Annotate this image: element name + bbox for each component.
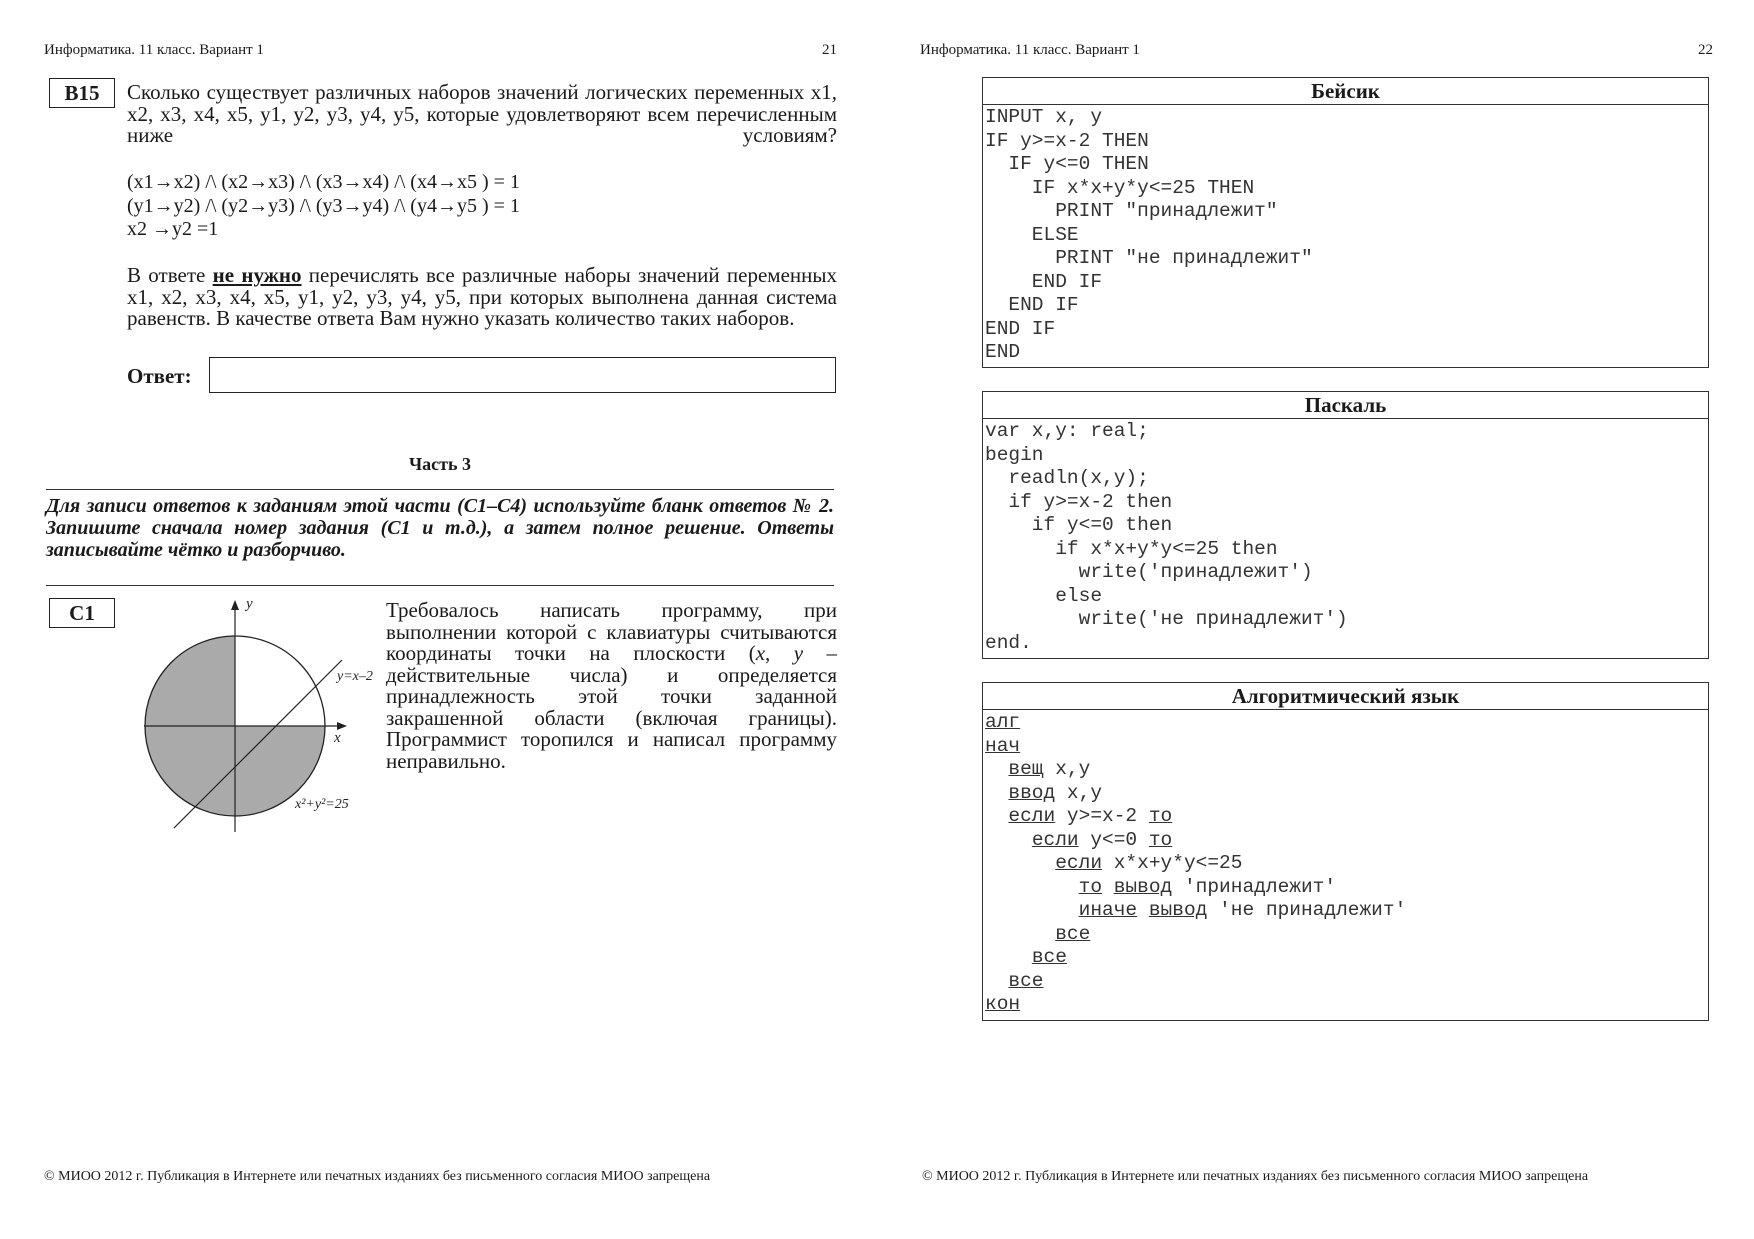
- algo-keyword: если: [1008, 805, 1056, 827]
- algo-keyword: вывод: [1148, 899, 1208, 921]
- basic-code-line: END: [985, 341, 1021, 363]
- divider-bottom: [46, 585, 834, 586]
- b15-equations: [127, 171, 827, 242]
- basic-code-line: IF y>=x-2 THEN: [985, 129, 1149, 152]
- pascal-code: [983, 419, 1708, 655]
- c1-text: [386, 600, 837, 772]
- algo-code-line: [985, 829, 1708, 853]
- algo-text: x*x+y*y<=25: [1102, 852, 1243, 874]
- algo-text: 'принадлежит': [1172, 875, 1337, 898]
- c1-text-part2: – действительные числа) и определяется принадлежность этой точки заданной закрашенной области (включая границы). Программист торопился и написал программу неправильно.: [386, 641, 838, 773]
- algo-code-line: [985, 970, 1708, 994]
- pascal-code-line: end.: [985, 631, 1032, 654]
- algo-keyword: если: [1055, 852, 1103, 874]
- y-axis-arrow: [231, 600, 239, 610]
- basic-title: Бейсик: [983, 78, 1708, 105]
- algo-code-line: [985, 946, 1708, 970]
- algo-text: x,y: [1055, 781, 1103, 804]
- pascal-code-box: [982, 391, 1709, 659]
- algo-code-line: [985, 993, 1708, 1017]
- algo-text: [985, 829, 1032, 851]
- pascal-code-line: begin: [985, 443, 1044, 466]
- algo-text: [985, 899, 1079, 921]
- b15-question: [127, 82, 837, 147]
- algo-code: [983, 710, 1708, 1017]
- c1-text-sep: ,: [765, 641, 794, 665]
- algo-code-line: [985, 876, 1708, 900]
- x-axis-arrow: [337, 722, 347, 730]
- b15-note: [127, 265, 837, 330]
- algo-text: [985, 758, 1008, 780]
- task-label-b15: B15: [49, 78, 115, 108]
- algo-keyword: то: [1148, 828, 1173, 851]
- basic-code-line: END IF: [985, 317, 1056, 340]
- left-page-number: 21: [822, 42, 837, 58]
- basic-code-line: END IF: [985, 294, 1079, 316]
- c1-text-x: x: [755, 641, 766, 665]
- basic-code: [983, 105, 1708, 365]
- algo-code-line: [985, 735, 1708, 759]
- algo-keyword: если: [1031, 828, 1079, 851]
- c1-figure: [120, 590, 380, 840]
- algo-text: [985, 852, 1055, 874]
- algo-keyword: кон: [985, 993, 1021, 1015]
- algo-keyword: все: [1008, 969, 1044, 992]
- left-header-title: Информатика. 11 класс. Вариант 1: [44, 42, 264, 58]
- algo-text: [985, 782, 1008, 804]
- algo-keyword: ввод: [1008, 781, 1056, 804]
- algo-keyword: иначе: [1078, 899, 1138, 921]
- pascal-code-line: if y>=x-2 then: [985, 490, 1173, 513]
- algo-title: Алгоритмический язык: [983, 683, 1708, 710]
- algo-code-box: [982, 682, 1709, 1021]
- b15-note-prefix: В ответе: [127, 263, 213, 287]
- algo-keyword: то: [1148, 805, 1173, 827]
- right-footer: © МИОО 2012 г. Публикация в Интернете или печатных изданиях без письменного согласия МИОО запрещена: [922, 1169, 1589, 1184]
- algo-text: x,y: [1043, 758, 1091, 780]
- pascal-code-line: readln(x,y);: [985, 467, 1149, 489]
- algo-keyword: алг: [985, 711, 1021, 733]
- algo-code-line: [985, 805, 1708, 829]
- pascal-code-line: write('не принадлежит'): [985, 608, 1348, 630]
- algo-text: [985, 946, 1032, 968]
- algo-text: [985, 876, 1079, 898]
- part3-instructions: Для записи ответов к заданиям этой части (C1–C4) используйте бланк ответов № 2. Запишите сначала номер задания (C1 и т.д.), а затем полное решение. Ответы записывайте чётко и разборчиво.: [46, 495, 834, 561]
- algo-code-line: [985, 711, 1708, 735]
- algo-code-line: [985, 923, 1708, 947]
- algo-text: [985, 923, 1055, 945]
- pascal-title: Паскаль: [983, 392, 1708, 419]
- algo-text: [985, 970, 1008, 992]
- algo-code-line: [985, 899, 1708, 923]
- algo-text: y>=x-2: [1055, 805, 1149, 827]
- b15-equation-3: x2 →y2 =1: [127, 218, 219, 240]
- algo-code-line: [985, 782, 1708, 806]
- pascal-code-line: write('принадлежит'): [985, 561, 1313, 583]
- axis-x-label: x: [334, 730, 341, 746]
- b15-equation-2: (y1→y2) /\ (y2→y3) /\ (y3→y4) /\ (y4→y5 ) = 1: [127, 194, 520, 217]
- axis-y-label: y: [246, 596, 253, 612]
- basic-code-box: [982, 77, 1709, 368]
- algo-keyword: то: [1078, 875, 1103, 898]
- algo-keyword: все: [1031, 946, 1067, 968]
- task-label-c1: C1: [49, 598, 115, 628]
- divider-top: [46, 489, 834, 490]
- b15-note-emphasis: не нужно: [212, 263, 302, 287]
- algo-keyword: вывод: [1113, 875, 1173, 898]
- b15-question-text: Сколько существует различных наборов значений логических переменных x1, x2, x3, x4, x5, y1, y2, y3, y4, y5, которые удовлетворяют всем перечисленным ниже условиям?: [127, 80, 837, 147]
- pascal-code-line: else: [985, 584, 1103, 607]
- left-footer: © МИОО 2012 г. Публикация в Интернете или печатных изданиях без письменного согласия МИОО запрещена: [44, 1169, 711, 1184]
- c1-text-part1: Требовалось написать программу, при выполнении которой с клавиатуры считываются координаты точки на плоскости (: [386, 598, 837, 665]
- part3-title: Часть 3: [408, 454, 472, 474]
- pascal-code-line: if y<=0 then: [985, 514, 1173, 536]
- pascal-code-line: if x*x+y*y<=25 then: [985, 537, 1278, 560]
- algo-text: [1137, 899, 1149, 921]
- algo-code-line: [985, 758, 1708, 782]
- b15-equation-1: (x1→x2) /\ (x2→x3) /\ (x3→x4) /\ (x4→x5 ) = 1: [127, 171, 520, 193]
- answer-input-box[interactable]: [209, 357, 836, 393]
- algo-text: 'не принадлежит': [1207, 899, 1407, 921]
- basic-code-line: PRINT "принадлежит": [985, 200, 1278, 222]
- basic-code-line: END IF: [985, 270, 1103, 293]
- algo-text: [985, 805, 1008, 827]
- algo-keyword: все: [1055, 922, 1091, 945]
- answer-label: Ответ:: [127, 364, 192, 388]
- algo-keyword: вещ: [1008, 758, 1044, 780]
- right-header-title: Информатика. 11 класс. Вариант 1: [920, 42, 1140, 58]
- algo-text: y<=0: [1078, 828, 1149, 851]
- algo-text: [1102, 876, 1114, 898]
- basic-code-line: IF y<=0 THEN: [985, 153, 1149, 175]
- algo-keyword: нач: [985, 734, 1021, 757]
- basic-code-line: PRINT "не принадлежит": [985, 247, 1313, 269]
- circle-label: x²+y²=25: [295, 797, 349, 812]
- c1-text-y: y: [793, 641, 804, 665]
- basic-code-line: ELSE: [985, 223, 1079, 246]
- right-page-number: 22: [1698, 42, 1713, 58]
- pascal-code-line: var x,y: real;: [985, 420, 1149, 442]
- b15-note-rest: перечислять все различные наборы значений переменных x1, x2, x3, x4, x5, y1, y2, y3, y4, y5, при которых выполнена данная система равенств. В качестве ответа Вам нужно указать количество таких наборов.: [127, 263, 837, 330]
- basic-code-line: INPUT x, y: [985, 106, 1103, 128]
- algo-code-line: [985, 852, 1708, 876]
- line-label: y=x–2: [337, 669, 373, 684]
- basic-code-line: IF x*x+y*y<=25 THEN: [985, 176, 1255, 199]
